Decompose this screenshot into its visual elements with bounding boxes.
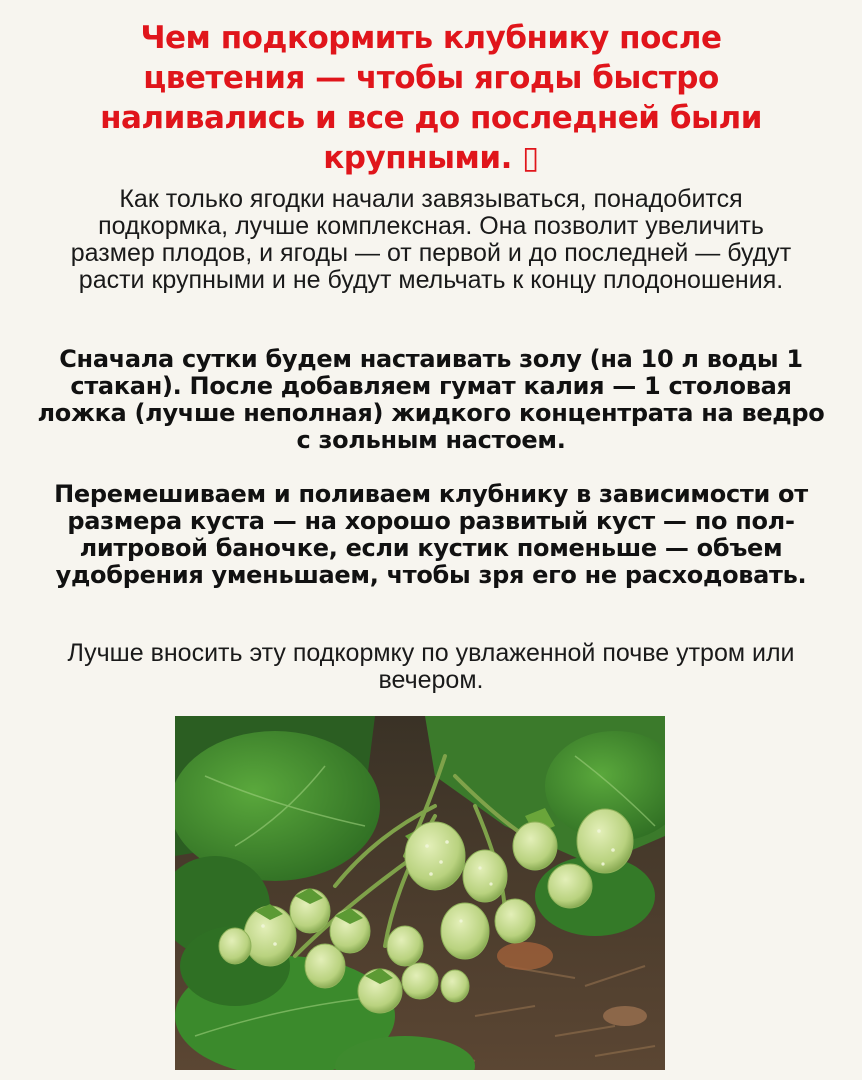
timing-paragraph: Лучше вносить эту подкормку по увлаженной почве утром или вечером.	[67, 639, 795, 694]
strawberry-illustration	[175, 716, 665, 1070]
intro-paragraph: Как только ягодки начали завязываться, понадобится подкормка, лучше комплексная. Она позволит увеличить размер плодов, и ягоды — от первой и до последней — будут расти крупными и не будут мельчать к концу плодоношения.	[70, 185, 792, 294]
page-title: Чем подкормить клубнику после цветения — чтобы ягоды быстро наливались и все до последней были крупными. ▯	[100, 20, 762, 176]
watering-paragraph: Перемешиваем и поливаем клубнику в зависимости от размера куста — на хорошо развитый куст — по пол-литровой баночке, если кустик поменьше — объем удобрения уменьшаем, чтобы зря его не расходовать.	[54, 480, 808, 589]
strawberry-photo	[175, 716, 665, 1070]
ash-infusion-paragraph: Сначала сутки будем настаивать золу (на 10 л воды 1 стакан). После добавляем гумат калия — 1 столовая ложка (лучше неполная) жидкого концентрата на ведро с зольным настоем.	[37, 345, 825, 454]
